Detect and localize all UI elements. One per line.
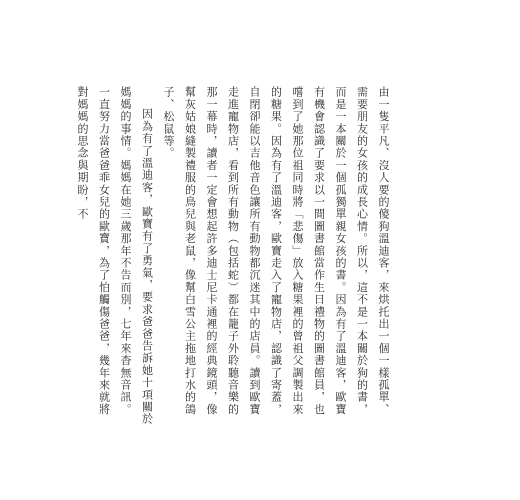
paragraph-2: 因為有了溫迪客，歐寶有了勇氣，要求爸爸告訴她十項關於媽媽的事情。媽媽在她三歲那年不告而別，七年來杳無音訊。一直努力當爸爸乖女兒的歐寶，為了怕觸傷爸爸，幾年來就將對媽媽的思念與期盼，不 [76, 86, 154, 426]
vertical-text-body [72, 86, 395, 426]
paragraph-1: 由一隻平凡、沒人要的傻狗溫迪客，來烘托出一個一樣孤單、需要朋友的女孩的成長心情。所以，這不是一本關於狗的書，而是一本關於一個孤獨單親女孩的書。因為有了溫迪客，歐寶有機會認識了要求以一間圖書館當作生日禮物的圖書館員，也嚐到了她那位祖同時將「悲傷」放入糖果裡的曾祖父調製出來的糖果。因為有了溫迪客，歐寶走入了寵物店，認識了寄蓋，自閉卻能以吉他音色讓所有動物都沉迷其中的店員。讀到歐寶走進寵物店，看到所有動物（包括蛇）都在籠子外聆聽音樂的那一幕時，讀者一定會想起許多迪士尼卡通裡的經典鏡頭，像幫灰姑娘縫製禮服的鳥兒與老鼠，像幫白雪公主拖地打水的鴿子、松鼠等。 [162, 86, 390, 416]
